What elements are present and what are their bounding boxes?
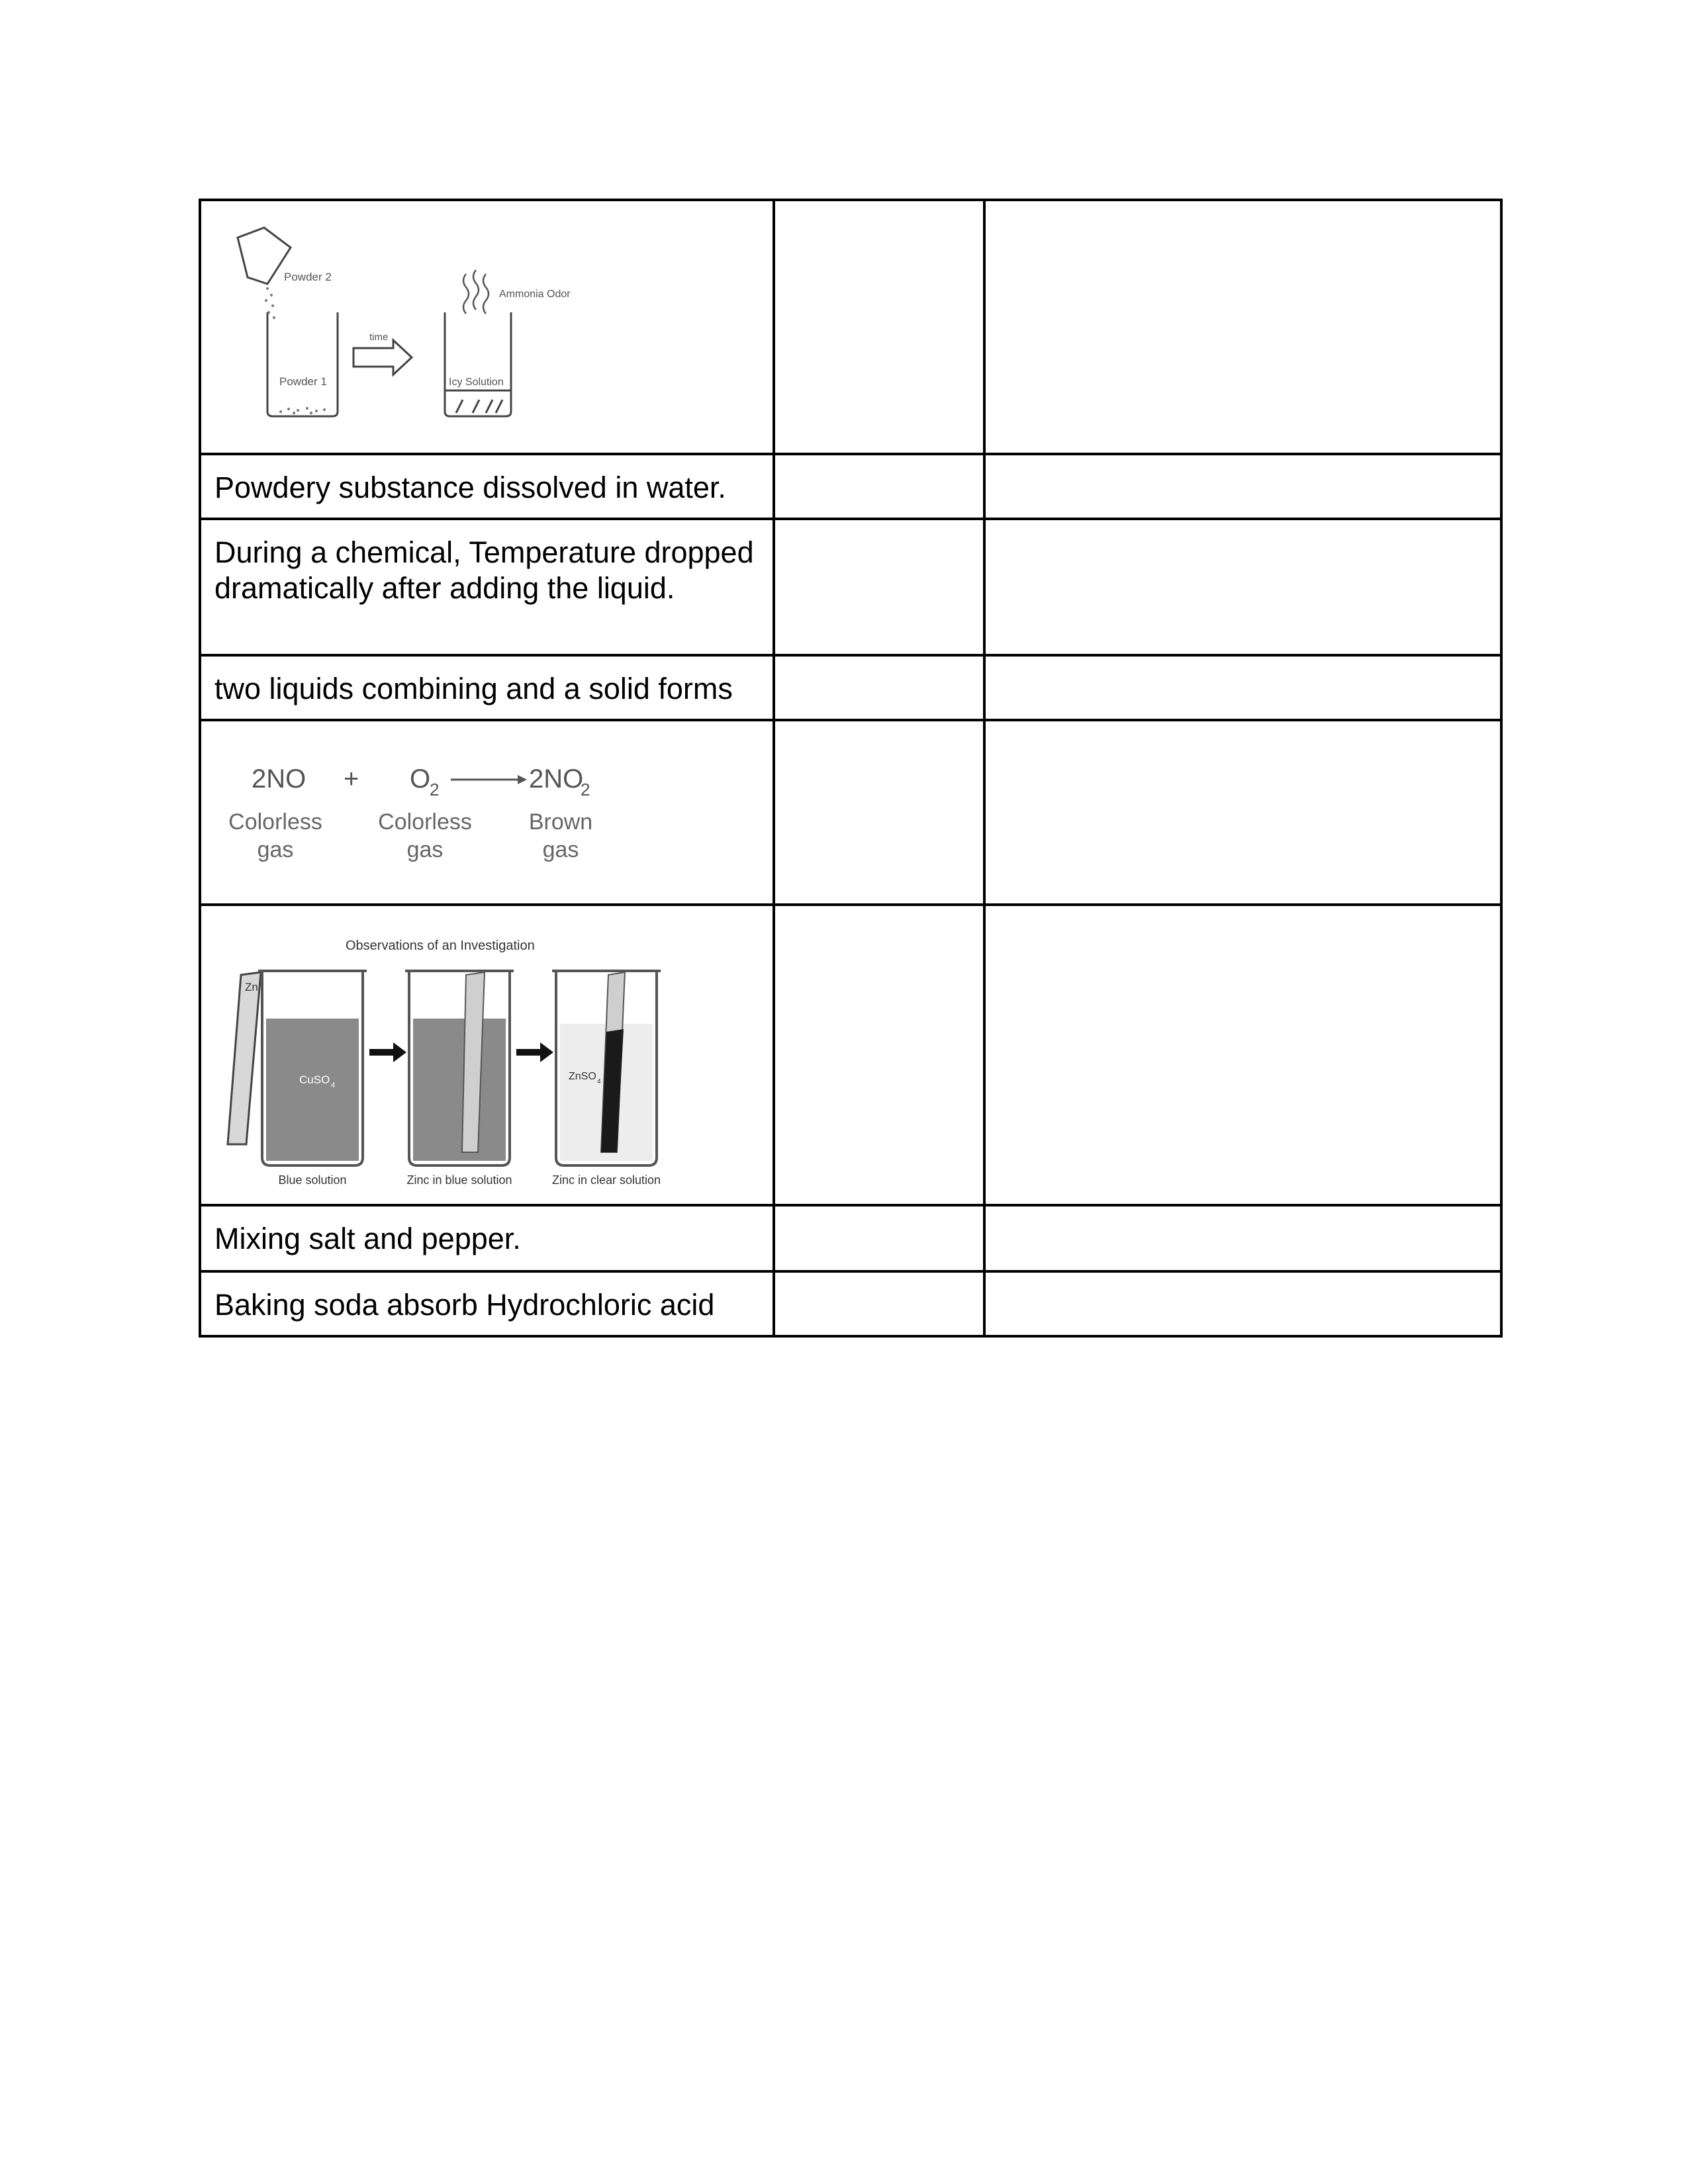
powder2-label: Powder 2 bbox=[284, 271, 332, 283]
explanation-cell[interactable] bbox=[984, 905, 1501, 1205]
reactant-1: 2NO bbox=[252, 764, 306, 794]
description-cell bbox=[200, 1205, 774, 1271]
powder1-pile-icon bbox=[279, 407, 326, 414]
table-row bbox=[200, 720, 1501, 905]
powder-mixing-diagram bbox=[201, 201, 572, 449]
odor-waves-icon bbox=[463, 270, 489, 314]
plus-sign: + bbox=[344, 764, 359, 794]
zinc-strip-icon bbox=[228, 972, 261, 1144]
label-brown: Brown bbox=[528, 809, 593, 835]
description-cell bbox=[200, 655, 774, 720]
description-cell bbox=[200, 454, 774, 519]
zn-label: Zn bbox=[245, 981, 258, 993]
table-row bbox=[200, 655, 1501, 720]
cuso4-label: CuSO bbox=[299, 1073, 330, 1086]
label-colorless-1: Colorless bbox=[228, 809, 322, 835]
table-row bbox=[200, 454, 1501, 519]
znso4-subscript: 4 bbox=[597, 1078, 601, 1085]
table-row bbox=[200, 1205, 1501, 1271]
powder1-label: Powder 1 bbox=[279, 375, 327, 388]
explanation-cell[interactable] bbox=[984, 1271, 1501, 1336]
reactant-2-subscript: 2 bbox=[430, 780, 440, 799]
no2-equation-figure bbox=[201, 721, 612, 900]
zinc-investigation-figure bbox=[201, 906, 665, 1201]
beaker-2-icon bbox=[445, 312, 511, 416]
explanation-cell[interactable] bbox=[984, 655, 1501, 720]
label-gas-1: gas bbox=[257, 837, 294, 862]
table-row bbox=[200, 519, 1501, 655]
row-description: Powdery substance dissolved in water. bbox=[214, 471, 726, 504]
answer-cell[interactable] bbox=[774, 1271, 984, 1336]
falling-powder-icon bbox=[265, 287, 275, 319]
reaction-arrow-icon bbox=[451, 775, 527, 784]
right-arrow-icon bbox=[353, 340, 412, 375]
answer-cell[interactable] bbox=[774, 200, 984, 454]
beaker-1-icon bbox=[267, 312, 338, 416]
icy-solution-label: Icy Solution bbox=[449, 377, 504, 388]
row-description: During a chemical, Temperature dropped dramatically after adding the liquid. bbox=[214, 535, 754, 605]
explanation-cell[interactable] bbox=[984, 519, 1501, 655]
answer-cell[interactable] bbox=[774, 905, 984, 1205]
powder-mixing-figure bbox=[201, 201, 773, 453]
cuso4-subscript: 4 bbox=[331, 1081, 336, 1089]
explanation-cell[interactable] bbox=[984, 1205, 1501, 1271]
row-description: Mixing salt and pepper. bbox=[214, 1222, 521, 1255]
worksheet-table bbox=[199, 199, 1503, 1338]
table-row bbox=[200, 1271, 1501, 1336]
answer-cell[interactable] bbox=[774, 655, 984, 720]
reactant-2: O bbox=[410, 764, 431, 794]
caption-blue-solution: Blue solution bbox=[278, 1173, 347, 1187]
answer-cell[interactable] bbox=[774, 519, 984, 655]
description-cell bbox=[200, 720, 774, 905]
label-colorless-2: Colorless bbox=[378, 809, 472, 835]
investigation-title: Observations of an Investigation bbox=[346, 938, 535, 953]
explanation-cell[interactable] bbox=[984, 454, 1501, 519]
description-cell bbox=[200, 1271, 774, 1336]
row-description: two liquids combining and a solid forms bbox=[214, 672, 733, 705]
table-row bbox=[200, 200, 1501, 454]
answer-cell[interactable] bbox=[774, 454, 984, 519]
caption-zinc-clear: Zinc in clear solution bbox=[551, 1173, 661, 1187]
right-arrow-icon bbox=[516, 1042, 553, 1062]
description-cell bbox=[200, 200, 774, 454]
pouring-cup-icon bbox=[238, 228, 291, 284]
label-gas-2: gas bbox=[406, 837, 444, 862]
beaker-cuso4-icon bbox=[258, 971, 367, 1165]
description-cell bbox=[200, 519, 774, 655]
beaker-znso4-icon bbox=[552, 971, 661, 1165]
caption-zinc-blue: Zinc in blue solution bbox=[406, 1173, 512, 1187]
znso4-label: ZnSO bbox=[569, 1071, 596, 1082]
ammonia-odor-label: Ammonia Odor bbox=[499, 289, 571, 300]
answer-cell[interactable] bbox=[774, 1205, 984, 1271]
row-description: Baking soda absorb Hydrochloric acid bbox=[214, 1288, 715, 1322]
label-gas-3: gas bbox=[542, 837, 579, 862]
answer-cell[interactable] bbox=[774, 720, 984, 905]
table-row bbox=[200, 905, 1501, 1205]
description-cell bbox=[200, 905, 774, 1205]
explanation-cell[interactable] bbox=[984, 720, 1501, 905]
explanation-cell[interactable] bbox=[984, 200, 1501, 454]
product: 2NO bbox=[529, 764, 584, 794]
right-arrow-icon bbox=[369, 1042, 406, 1062]
beaker-zinc-blue-icon bbox=[405, 971, 514, 1165]
product-subscript: 2 bbox=[581, 780, 590, 799]
time-label: time bbox=[369, 332, 389, 343]
